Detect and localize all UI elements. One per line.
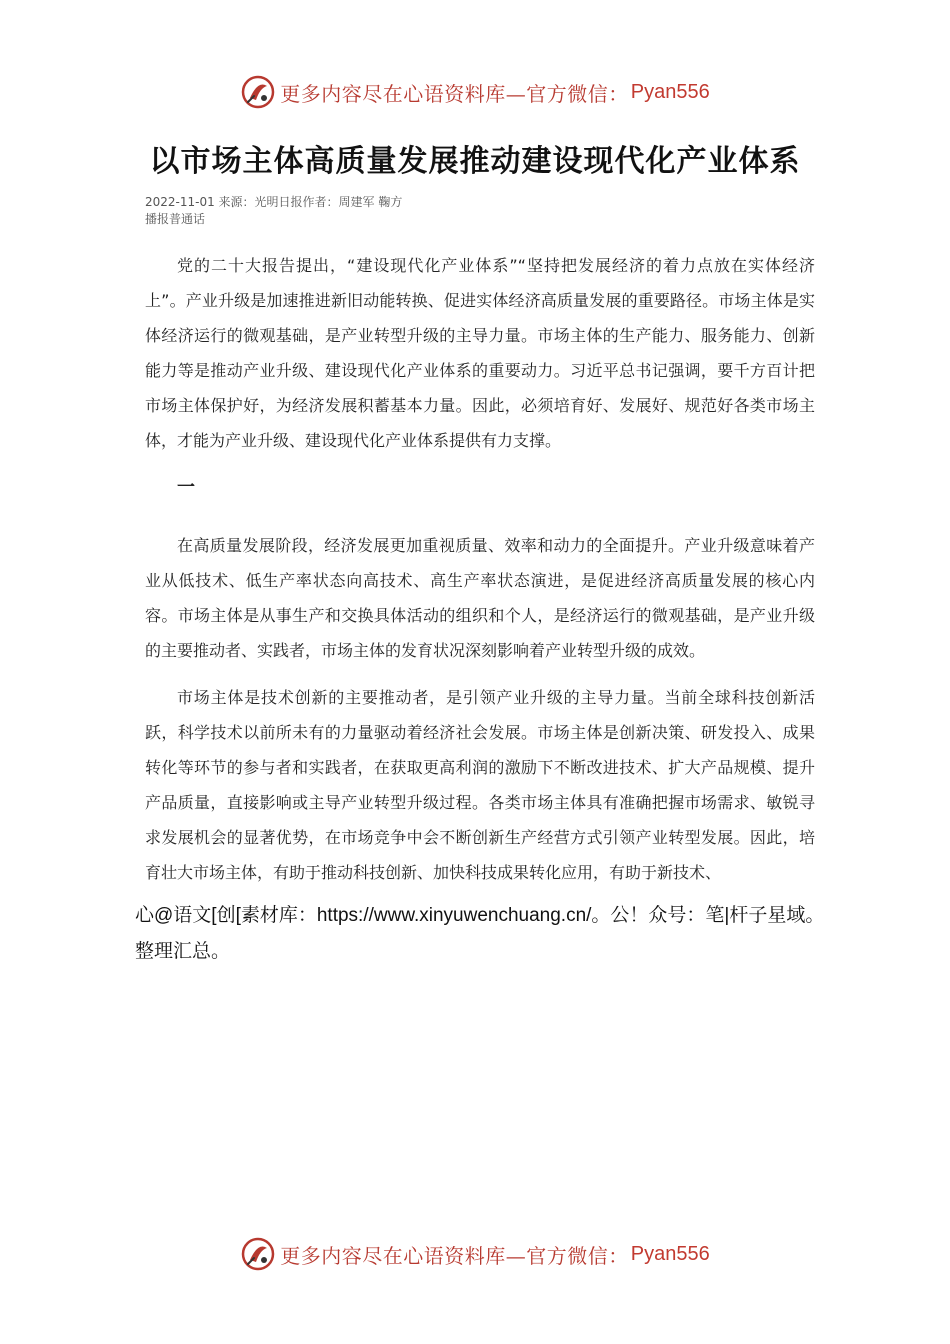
logo-icon bbox=[240, 74, 276, 110]
logo-icon bbox=[240, 1236, 276, 1272]
header-banner bbox=[0, 70, 950, 114]
article-meta bbox=[145, 194, 402, 228]
paragraph: 在高质量发展阶段，经济发展更加重视质量、效率和动力的全面提升。产业升级意味着产业从低技术、低生产率状态向高技术、高生产率状态演进，是促进经济高质量发展的核心内容。市场主体是从事生产和交换具体活动的组织和个人，是经济运行的微观基础，是产业升级的主要推动者、实践者，市场主体的发育状况深刻影响着产业转型升级的成效。 bbox=[145, 536, 815, 660]
banner-wechat-id: Pyan556 bbox=[630, 1242, 710, 1265]
section-marker: 一 bbox=[177, 477, 195, 498]
meta-sub[interactable]: 播报普通话 bbox=[145, 212, 206, 226]
footer-banner bbox=[0, 1232, 950, 1276]
banner-wechat-id: Pyan556 bbox=[630, 80, 710, 103]
banner-text: 更多内容尽在心语资料库—官方微信： bbox=[280, 1243, 629, 1268]
source-note: 心@语文[创[素材库：https://www.xinyuwenchuang.cn/。公！众号：笔|杆子星域。整理汇总。 bbox=[135, 905, 825, 962]
paragraph: 市场主体是技术创新的主要推动者，是引领产业升级的主导力量。当前全球科技创新活跃，科学技术以前所未有的力量驱动着经济社会发展。市场主体是创新决策、研发投入、成果转化等环节的参与者和实践者，在获取更高利润的激励下不断改进技术、扩大产品规模、提升产品质量，直接影响或主导产业转型升级过程。各类市场主体具有准确把握市场需求、敏锐寻求发展机会的显著优势，在市场竞争中会不断创新生产经营方式引领产业转型发展。因此，培育壮大市场主体，有助于推动科技创新、加快科技成果转化应用，有助于新技术、 bbox=[145, 688, 815, 882]
paragraph: 党的二十大报告提出，“建设现代化产业体系”“坚持把发展经济的着力点放在实体经济上”。产业升级是加速推进新旧动能转换、促进实体经济高质量发展的重要路径。市场主体是实体经济运行的微观基础，是产业转型升级的主导力量。市场主体的生产能力、服务能力、创新能力等是推动产业升级、建设现代化产业体系的重要动力。习近平总书记强调，要千方百计把市场主体保护好，为经济发展积蓄基本力量。因此，必须培育好、发展好、规范好各类市场主体，才能为产业升级、建设现代化产业体系提供有力支撑。 bbox=[145, 256, 815, 450]
article-body bbox=[145, 248, 815, 902]
banner-text: 更多内容尽在心语资料库—官方微信： bbox=[280, 81, 629, 106]
meta-line: 2022-11-01 来源：光明日报作者：周建军 鞠方 bbox=[145, 195, 403, 209]
page-title: 以市场主体高质量发展推动建设现代化产业体系 bbox=[149, 144, 801, 179]
